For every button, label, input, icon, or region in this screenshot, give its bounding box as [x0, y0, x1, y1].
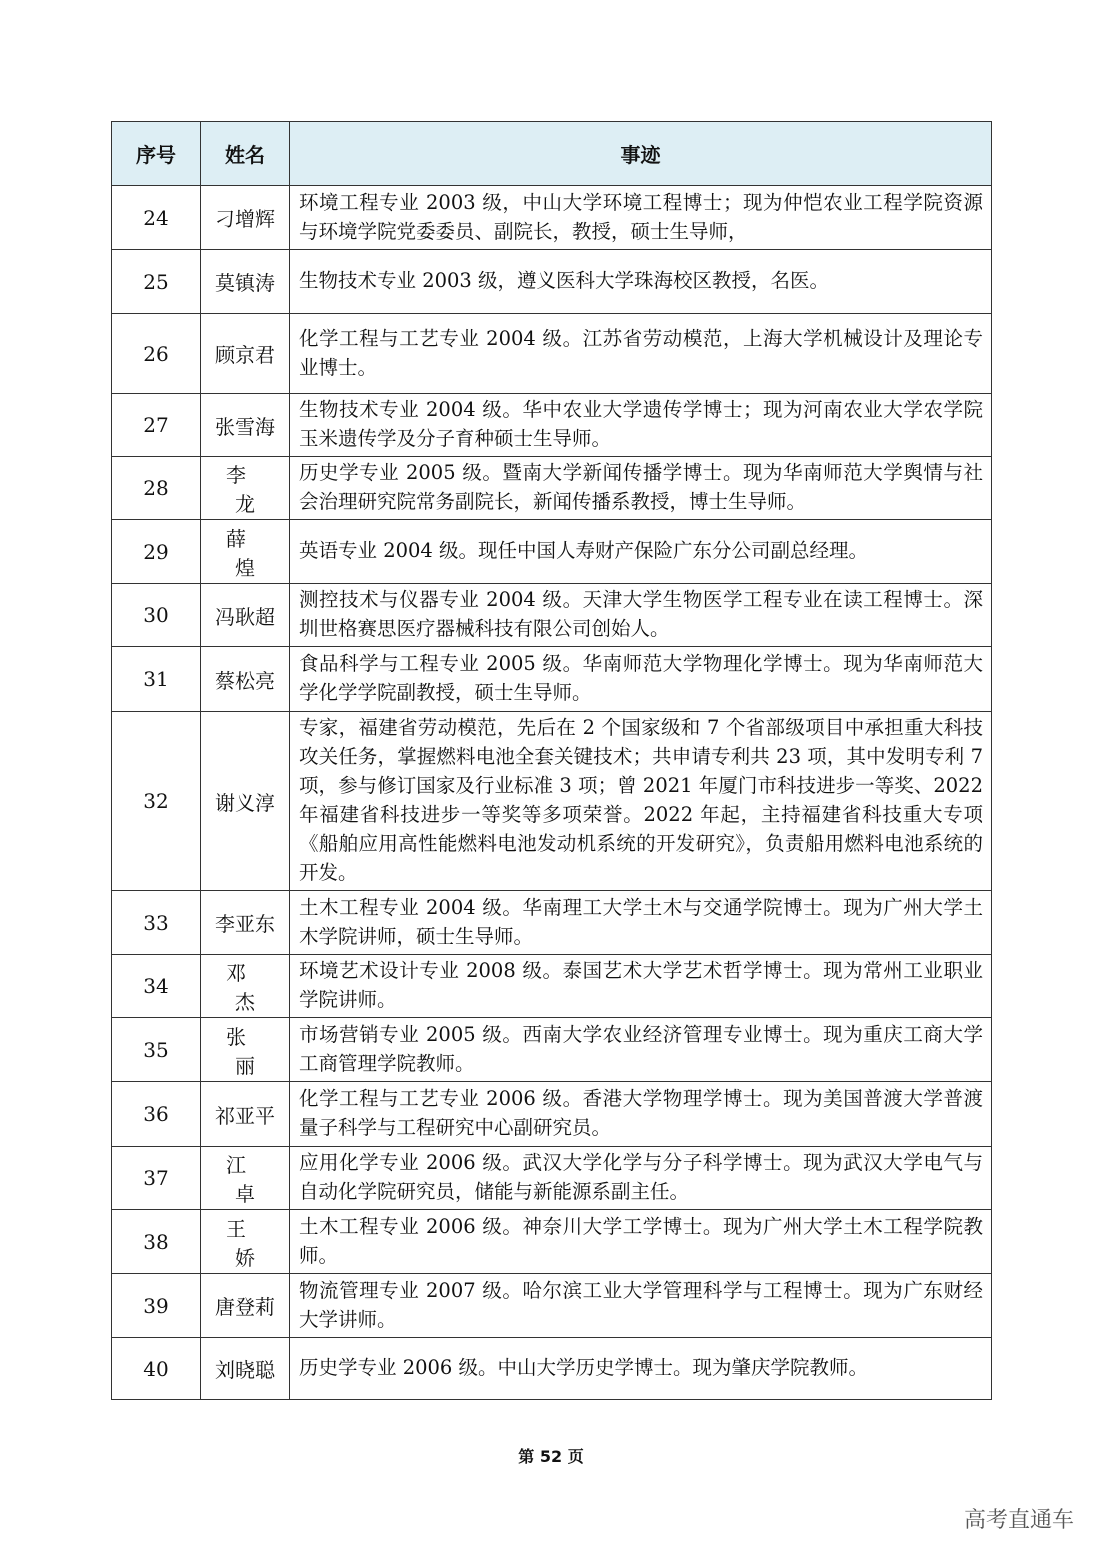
- person-name: 祁亚平: [215, 1103, 275, 1128]
- cell-deeds: 化学工程与工艺专业 2004 级。江苏省劳动模范，上海大学机械设计及理论专业博士。: [290, 314, 992, 394]
- cell-deeds: 测控技术与仪器专业 2004 级。天津大学生物医学工程专业在读工程博士。深圳世格赛思医疗器械科技有限公司创始人。: [290, 584, 992, 647]
- person-name: 薛 煌: [226, 526, 273, 580]
- cell-no: 31: [112, 647, 201, 712]
- cell-no: 27: [112, 394, 201, 457]
- table-body: [112, 186, 992, 1400]
- cell-deeds: 环境工程专业 2003 级，中山大学环境工程博士；现为仲恺农业工程学院资源与环境学院党委委员、副院长，教授，硕士生导师，: [290, 186, 992, 250]
- table-row: [112, 1082, 992, 1147]
- cell-name: [201, 1210, 290, 1274]
- person-name: 张雪海: [215, 414, 275, 439]
- cell-name: [201, 314, 290, 394]
- table-row: [112, 186, 992, 250]
- table-row: [112, 1147, 992, 1210]
- cell-name: [201, 712, 290, 891]
- cell-name: [201, 955, 290, 1018]
- person-name: 唐登莉: [215, 1295, 275, 1319]
- cell-name: [201, 1274, 290, 1338]
- person-name: 江 卓: [226, 1153, 273, 1206]
- cell-deeds: 专家，福建省劳动模范，先后在 2 个国家级和 7 个省部级项目中承担重大科技攻关任务，掌握燃料电池全套关键技术；共申请专利共 23 项，其中发明专利 7 项，参与修订国家及行业标准 3 项；曾 2021 年厦门市科技进步一等奖、2022 年福建省科技进步一等奖等多项荣誉。2022 年起，主持福建省科技重大专项《船舶应用高性能燃料电池发动机系统的开发研究》，负责船用燃料电池系统的开发。: [290, 712, 992, 891]
- cell-no: 40: [112, 1338, 201, 1400]
- table-row: [112, 647, 992, 712]
- table-row: [112, 520, 992, 584]
- person-name: 蔡松亮: [215, 668, 275, 693]
- cell-name: [201, 394, 290, 457]
- person-name: 莫镇涛: [215, 271, 275, 295]
- cell-name: [201, 1082, 290, 1147]
- table-row: [112, 1338, 992, 1400]
- cell-no: 29: [112, 520, 201, 584]
- cell-name: [201, 584, 290, 647]
- cell-deeds: 生物技术专业 2004 级。华中农业大学遗传学博士；现为河南农业大学农学院玉米遗传学及分子育种硕士生导师。: [290, 394, 992, 457]
- cell-no: 26: [112, 314, 201, 394]
- cell-deeds: 英语专业 2004 级。现任中国人寿财产保险广东分公司副总经理。: [290, 520, 992, 584]
- person-name: 李 龙: [226, 463, 273, 516]
- person-name: 刘晓聪: [215, 1358, 275, 1382]
- cell-no: 25: [112, 250, 201, 314]
- table-row: [112, 891, 992, 955]
- cell-no: 37: [112, 1147, 201, 1210]
- cell-deeds: 市场营销专业 2005 级。西南大学农业经济管理专业博士。现为重庆工商大学工商管理学院教师。: [290, 1018, 992, 1082]
- alumni-table: [111, 121, 992, 1400]
- person-name: 李亚东: [215, 912, 275, 936]
- page-number: 第 52 页: [518, 1447, 584, 1466]
- cell-no: 35: [112, 1018, 201, 1082]
- person-name: 张 丽: [226, 1024, 273, 1078]
- cell-deeds: 环境艺术设计专业 2008 级。泰国艺术大学艺术哲学博士。现为常州工业职业学院讲师。: [290, 955, 992, 1018]
- person-name: 刁增辉: [215, 207, 275, 231]
- cell-deeds: 应用化学专业 2006 级。武汉大学化学与分子科学博士。现为武汉大学电气与自动化学院研究员，储能与新能源系副主任。: [290, 1147, 992, 1210]
- watermark-text: 高考直通车: [963, 1508, 1074, 1533]
- cell-deeds: 化学工程与工艺专业 2006 级。香港大学物理学博士。现为美国普渡大学普渡量子科学与工程研究中心副研究员。: [290, 1082, 992, 1147]
- table-row: [112, 712, 992, 891]
- cell-deeds: 土木工程专业 2006 级。神奈川大学工学博士。现为广州大学土木工程学院教师。: [290, 1210, 992, 1274]
- cell-no: 32: [112, 712, 201, 891]
- cell-name: [201, 891, 290, 955]
- cell-name: [201, 457, 290, 520]
- cell-name: [201, 1018, 290, 1082]
- cell-no: 28: [112, 457, 201, 520]
- cell-name: [201, 647, 290, 712]
- person-name: 王 娇: [226, 1216, 273, 1270]
- table-row: [112, 1274, 992, 1338]
- person-name: 冯耿超: [215, 604, 275, 629]
- cell-name: [201, 1338, 290, 1400]
- cell-no: 36: [112, 1082, 201, 1147]
- table-row: [112, 314, 992, 394]
- header-name: 姓名: [201, 122, 290, 186]
- cell-deeds: 历史学专业 2006 级。中山大学历史学博士。现为肇庆学院教师。: [290, 1338, 992, 1400]
- header-no: 序号: [112, 122, 201, 186]
- cell-no: 34: [112, 955, 201, 1018]
- cell-no: 39: [112, 1274, 201, 1338]
- table-row: [112, 1210, 992, 1274]
- table-row: [112, 250, 992, 314]
- header-deeds: 事迹: [290, 122, 992, 186]
- person-name: 谢义淳: [215, 790, 275, 815]
- cell-no: 30: [112, 584, 201, 647]
- table-row: [112, 394, 992, 457]
- table-row: [112, 457, 992, 520]
- person-name: 顾京君: [215, 343, 275, 367]
- cell-name: [201, 1147, 290, 1210]
- cell-deeds: 食品科学与工程专业 2005 级。华南师范大学物理化学博士。现为华南师范大学化学学院副教授，硕士生导师。: [290, 647, 992, 712]
- cell-deeds: 物流管理专业 2007 级。哈尔滨工业大学管理科学与工程博士。现为广东财经大学讲师。: [290, 1274, 992, 1338]
- cell-no: 24: [112, 186, 201, 250]
- table-header-row: [112, 122, 992, 186]
- table-row: [112, 584, 992, 647]
- cell-name: [201, 186, 290, 250]
- cell-deeds: 历史学专业 2005 级。暨南大学新闻传播学博士。现为华南师范大学舆情与社会治理研究院常务副院长，新闻传播系教授，博士生导师。: [290, 457, 992, 520]
- cell-name: [201, 520, 290, 584]
- person-name: 邓 杰: [226, 961, 273, 1014]
- table-row: [112, 1018, 992, 1082]
- cell-name: [201, 250, 290, 314]
- cell-no: 38: [112, 1210, 201, 1274]
- cell-no: 33: [112, 891, 201, 955]
- table-row: [112, 955, 992, 1018]
- cell-deeds: 生物技术专业 2003 级，遵义医科大学珠海校区教授，名医。: [290, 250, 992, 314]
- cell-deeds: 土木工程专业 2004 级。华南理工大学土木与交通学院博士。现为广州大学土木学院讲师，硕士生导师。: [290, 891, 992, 955]
